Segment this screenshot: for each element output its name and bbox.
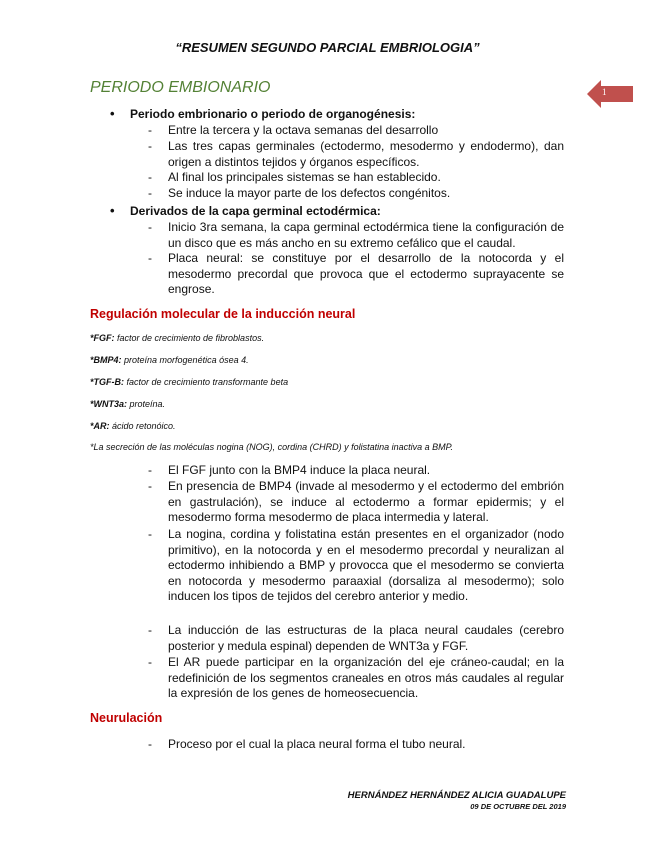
list-item: - Placa neural: se constituye por el desarrollo de la notocorda y el mesodermo precordal que provoca que el ectodermo suprayacente se engrose.: [148, 251, 564, 296]
abbreviation-bmp4: *BMP4: proteína morfogenética ósea 4.: [90, 355, 249, 365]
list-item: - Proceso por el cual la placa neural forma el tubo neural.: [148, 737, 466, 751]
bullet-icon: •: [110, 203, 115, 218]
bullet-icon: •: [110, 106, 115, 121]
neurulation-heading: Neurulación: [90, 711, 163, 725]
footer-date: 09 DE OCTUBRE DEL 2019: [470, 802, 566, 811]
section-title: PERIODO EMBIONARIO: [90, 79, 271, 96]
list-item: - En presencia de BMP4 (invade al mesodermo y el ectodermo del embrión en gastrulación), se induce al ectodermo a formar epidermis; y el mesodermo forma mesodermo de placa intermedia y lateral.: [148, 479, 564, 524]
abbreviation-ar: *AR: ácido retonóico.: [90, 421, 176, 431]
list-item: - Se induce la mayor parte de los defectos congénitos.: [148, 186, 451, 200]
abbreviation-wnt3a: *WNT3a: proteína.: [90, 399, 166, 409]
list-item: - El FGF junto con la BMP4 induce la placa neural.: [148, 463, 431, 477]
induction-note: *La secreción de las moléculas nogina (NOG), cordina (CHRD) y folistatina inactiva a BMP.: [90, 442, 453, 452]
list-item: - Al final los principales sistemas se han establecido.: [148, 170, 441, 184]
list-item: - La nogina, cordina y folistatina están presentes en el organizador (nodo primitivo), en la notocorda y en el mesodermo precordal y neuralizan al ectodermo inhibiendo a BMP y provocca que el mesodermo se convierta en notocorda y mesodermo paraaxial (dorsaliza al mesodermo); solo inducen los tipos de tejidos del cerebro anterior y medio.: [148, 527, 564, 603]
abbreviation-tgfb: *TGF-B: factor de crecimiento transformante beta: [90, 377, 289, 387]
list-item: - Las tres capas germinales (ectodermo, mesodermo y endodermo), dan origen a distintos tejidos y órganos específicos.: [148, 139, 564, 169]
list-item: - Entre la tercera y la octava semanas del desarrollo: [148, 123, 439, 137]
page-number-arrow-icon: [587, 80, 633, 108]
list-item: - La inducción de las estructuras de la placa neural caudales (cerebro posterior y medula espinal) dependen de WNT3a y FGF.: [148, 623, 564, 653]
list-item: - El AR puede participar en la organización del eje cráneo-caudal; en la redefinición de los segmentos craneales en otros más caudales al regular la expresión de los genes de homeosecuencia.: [148, 655, 564, 700]
list-item: - Inicio 3ra semana, la capa germinal ectodérmica tiene la configuración de un disco que es más ancho en su extremo cefálico que el caudal.: [148, 220, 564, 250]
induction-heading: Regulación molecular de la inducción neural: [90, 307, 356, 321]
footer-author: HERNÁNDEZ HERNÁNDEZ ALICIA GUADALUPE: [347, 790, 566, 801]
abbreviation-fgf: *FGF: factor de crecimiento de fibroblastos.: [90, 333, 265, 343]
page-number: 1: [602, 87, 607, 97]
document-title: “RESUMEN SEGUNDO PARCIAL EMBRIOLOGIA”: [175, 40, 480, 55]
